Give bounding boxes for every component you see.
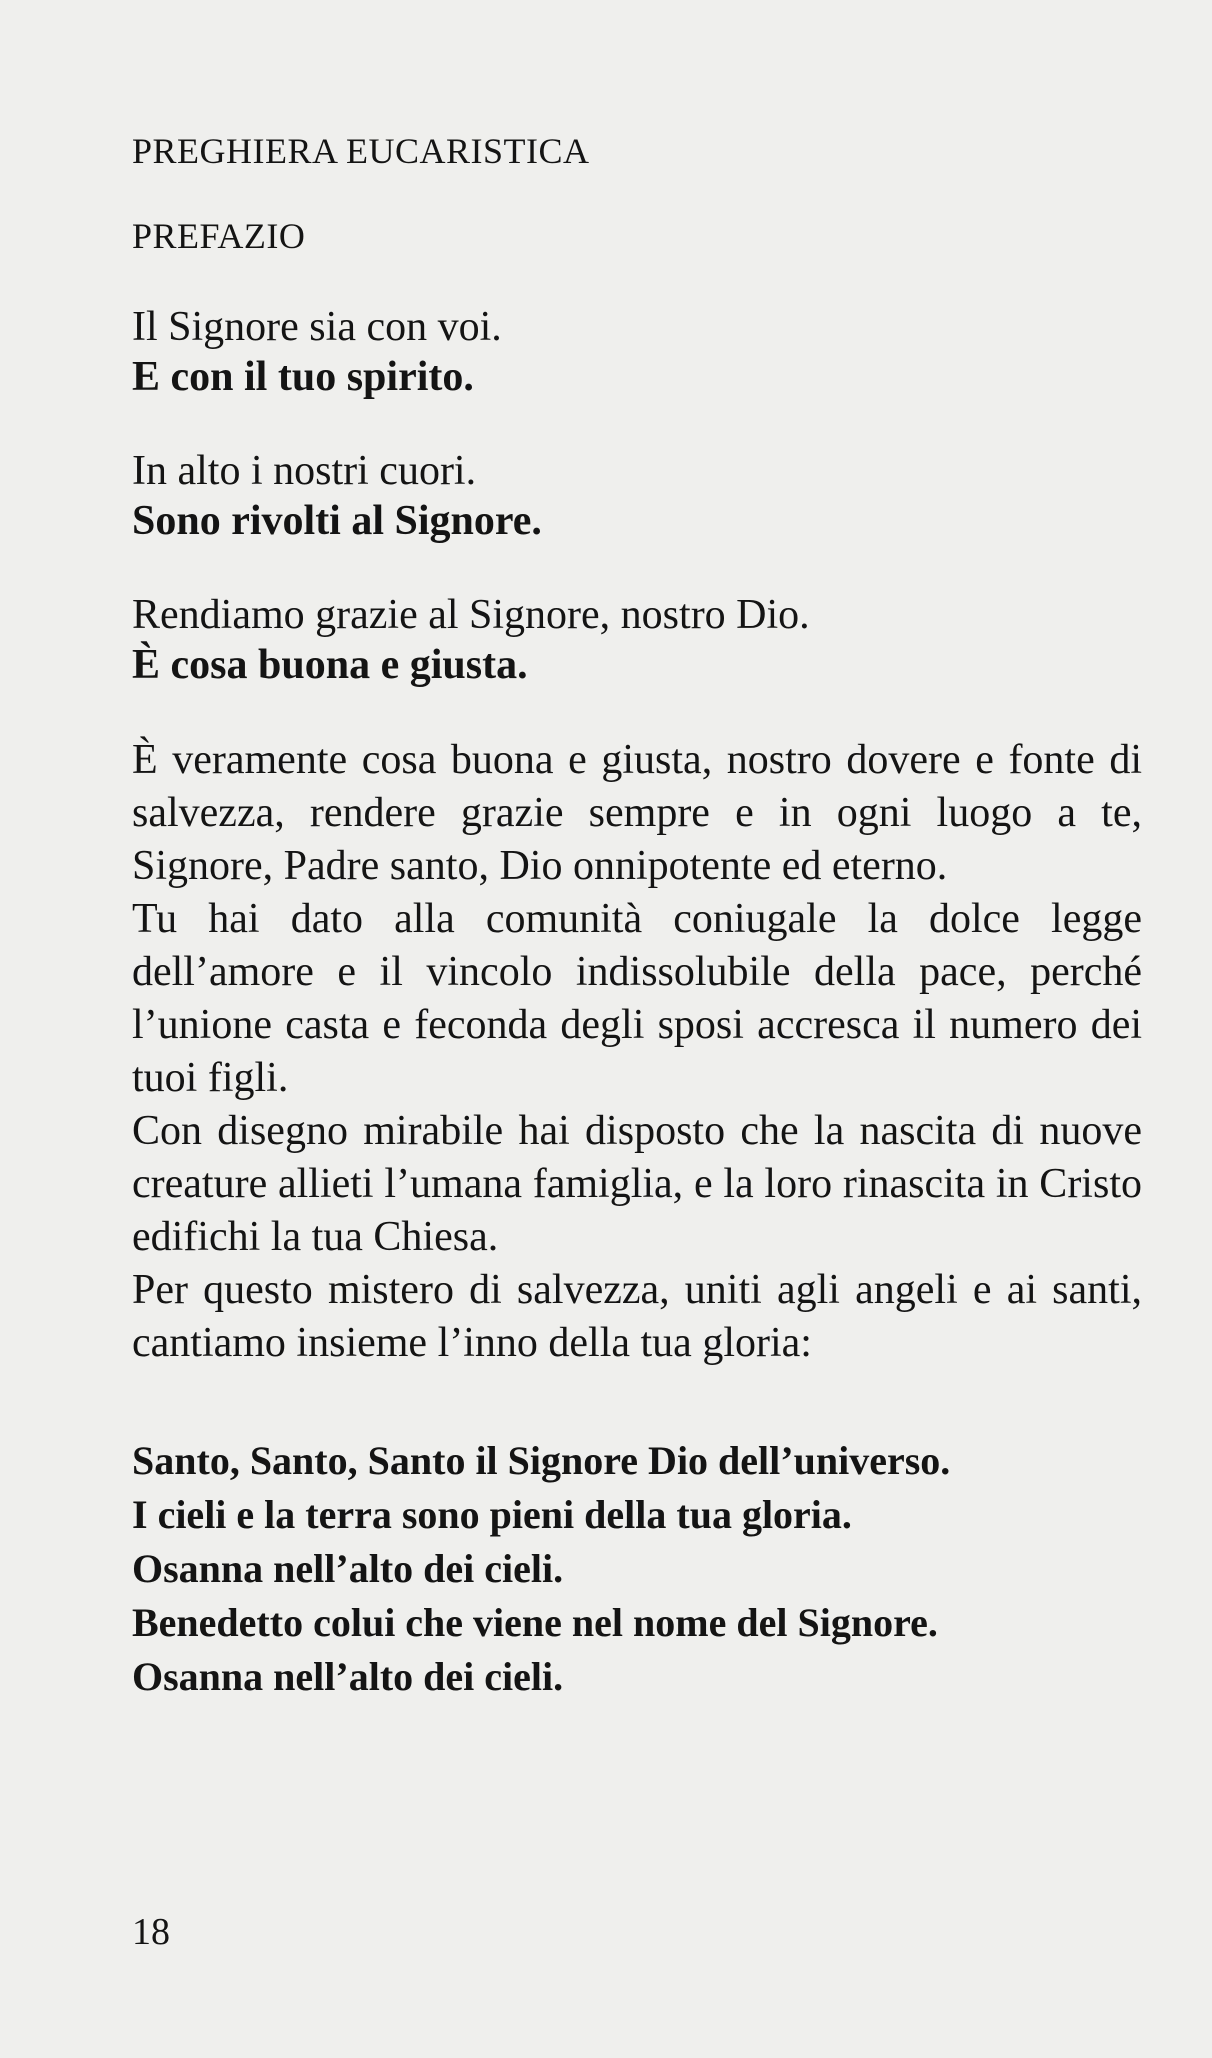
sanctus-acclamation [132,1434,1142,1704]
preface-paragraph: Con disegno mirabile hai disposto che la nascita di nuove creature allieti l’umana famiglia, e la loro rinascita in Cristo edifichi la tua Chiesa. [132,1108,1142,1261]
celebrant-line: Rendiamo grazie al Signore, nostro Dio. [132,592,810,639]
preface-text [132,734,1142,1370]
dialogue-pair [132,590,1142,690]
sanctus-line: Benedetto colui che viene nel nome del Signore. [132,1600,938,1646]
sanctus-line: Osanna nell’alto dei cieli. [132,1546,564,1592]
dialogue-pair [132,302,1142,402]
celebrant-line: In alto i nostri cuori. [132,448,477,495]
sanctus-line: Santo, Santo, Santo il Signore Dio dell’universo. [132,1438,951,1484]
sanctus-line: I cieli e la terra sono pieni della tua gloria. [132,1492,852,1538]
response-line: Sono rivolti al Signore. [132,498,542,545]
response-line: È cosa buona e giusta. [132,642,528,689]
page-content [132,130,1142,1704]
section-title: PREGHIERA EUCARISTICA [132,131,590,171]
dialogue-pair [132,446,1142,546]
response-line: E con il tuo spirito. [132,354,474,401]
preface-paragraph: Per questo mistero di salvezza, uniti agli angeli e ai santi, cantiamo insieme l’inno della tua gloria: [132,1267,1142,1367]
page-number: 18 [132,1911,170,1953]
preface-paragraph: Tu hai dato alla comunità coniugale la dolce legge dell’amore e il vincolo indissolubile della pace, perché l’unione casta e feconda degli sposi accresca il numero dei tuoi figli. [132,896,1142,1102]
preface-paragraph: È veramente cosa buona e giusta, nostro dovere e fonte di salvezza, rendere grazie sempre e in ogni luogo a te, Signore, Padre santo, Dio onnipotente ed eterno. [132,737,1142,890]
section-subtitle: PREFAZIO [132,216,306,257]
celebrant-line: Il Signore sia con voi. [132,304,502,351]
sanctus-line: Osanna nell’alto dei cieli. [132,1654,564,1700]
